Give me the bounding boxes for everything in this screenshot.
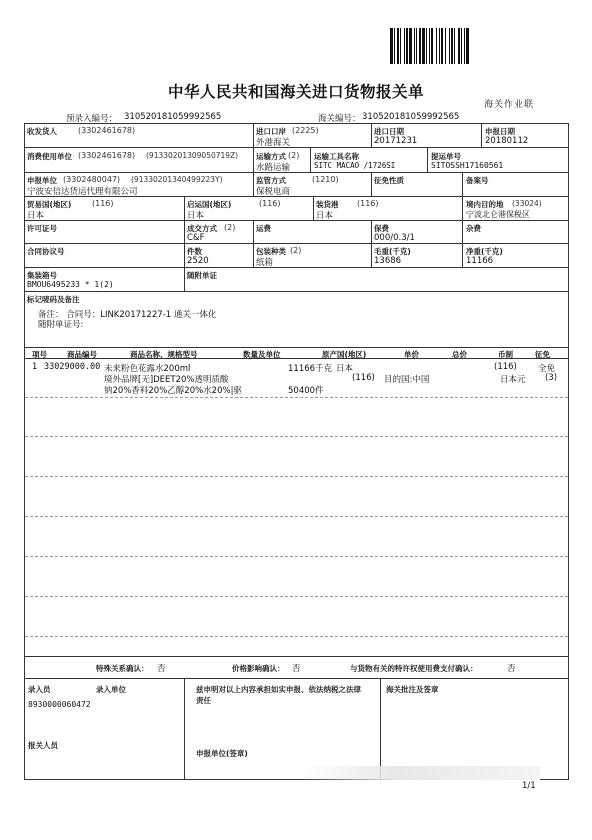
destination-code: (33024) [512, 199, 542, 208]
goods-hs-code: 33029000.00 [44, 362, 101, 372]
trade-country: 日本 [27, 211, 45, 221]
bill-no: SITOSSH17160561 [431, 161, 504, 170]
entry-person-label: 录入员 [28, 685, 51, 694]
loading-port-label: 装货港 [316, 200, 339, 209]
supervision-code: (1210) [312, 175, 339, 184]
supervision-mode: 保税电商 [256, 187, 291, 197]
deal-mode-label: 成交方式 [187, 224, 217, 233]
declare-date-label: 申报日期 [485, 127, 515, 136]
record-no-label: 备案号 [466, 176, 489, 185]
remarks-label: 标记唛码及备注 [27, 295, 80, 304]
declarant-credit-code: (91330201340499223Y) [131, 175, 223, 184]
supervision-label: 监管方式 [256, 176, 286, 185]
col-unit-price: 单价 [404, 350, 419, 359]
origin-country-code: (116) [259, 199, 281, 208]
goods-qty-weight: 11166千克 [288, 364, 333, 374]
col-currency: 币制 [498, 350, 513, 359]
gross-weight: 13686 [374, 256, 402, 266]
transport-mode-label: 运输方式 [256, 152, 286, 161]
goods-name-line2: 境外品牌[无]DEET20%透明质酸 [104, 375, 229, 385]
package-label: 包装种类 [256, 247, 286, 256]
royalty-label: 与货物有关的特许权使用费支付确认： [350, 664, 478, 673]
goods-item-no: 1 [32, 362, 38, 372]
col-hs-code: 商品编号 [67, 350, 97, 359]
consumer-code: (3302461678) [78, 151, 136, 160]
goods-currency: 日本元 [500, 375, 526, 385]
royalty-value: 否 [507, 664, 516, 674]
entry-port-value: 外港海关 [256, 138, 291, 148]
declarer-unit-label: 申报单位(签章) [196, 749, 248, 758]
page-number: 1/1 [522, 781, 536, 791]
import-date-label: 进口日期 [374, 127, 404, 136]
goods-currency-code: (116) [494, 362, 517, 372]
misc-fee-label: 杂费 [466, 224, 481, 233]
goods-destination-country: 目的国:中国 [384, 375, 430, 385]
license-label: 许可证号 [27, 224, 57, 233]
scan-smudge [300, 766, 540, 780]
consumer-credit-code: (91330201309050719Z) [146, 151, 239, 160]
goods-name-line3: 钠20%香料20%乙醇20%水20%|驱 [104, 386, 242, 396]
destination: 宁波北仑港保税区 [466, 210, 530, 219]
goods-exemption-code: (3) [545, 373, 558, 383]
declaration-form-frame [24, 123, 569, 780]
entry-unit-label: 录入单位 [96, 685, 126, 694]
transport-mode-code: (2) [288, 151, 300, 160]
import-date: 20171231 [374, 136, 418, 146]
col-origin: 原产国(地区) [322, 350, 367, 359]
pre-entry-label: 预录入编号： [66, 114, 118, 124]
special-relation-value: 否 [157, 664, 166, 674]
declarant-name: 宁波安信达货运代理有限公司 [27, 187, 138, 197]
entry-port-label: 进口口岸 [256, 127, 286, 136]
origin-country-label: 启运国(地区) [187, 200, 232, 209]
transport-tool: SITC MACAO /1726SI [314, 161, 396, 170]
declarer-label: 报关人员 [28, 741, 58, 750]
form-title: 中华人民共和国海关进口货物报关单 [167, 83, 424, 101]
remarks: 备注： 合同号：LINK20171227-1 通关一体化 [38, 310, 217, 320]
transport-mode: 水路运输 [256, 163, 291, 173]
contract-label: 合同协议号 [27, 247, 65, 256]
consignee-code: (3302461678) [78, 126, 136, 135]
package: 纸箱 [256, 258, 274, 268]
col-item-no: 项号 [32, 350, 47, 359]
pieces: 2520 [187, 256, 209, 266]
goods-origin-code: (116) [352, 373, 375, 383]
destination-label: 境内目的地 [466, 200, 504, 209]
barcode [390, 28, 540, 64]
customs-number: 310520181059992565 [362, 112, 460, 122]
origin-country: 日本 [187, 211, 205, 221]
declarant-code: (3302480047) [63, 175, 121, 184]
transport-tool-label: 运输工具名称 [314, 152, 359, 161]
container-no: BMOU6495233 * 1(2) [27, 280, 114, 289]
consignee-label: 收发货人 [27, 127, 57, 136]
col-exemption: 征免 [535, 350, 550, 359]
loading-port: 日本 [316, 211, 334, 221]
customs-use-label: 海关作业联 [484, 100, 535, 110]
trade-country-code: (116) [92, 199, 114, 208]
attached-docs-label: 随附单证 [187, 271, 217, 280]
freight-label: 运费 [256, 224, 271, 233]
goods-origin: 日本 [336, 364, 354, 374]
deal-mode: C&F [187, 233, 205, 243]
special-relation-label: 特殊关系确认： [96, 664, 149, 673]
package-code: (2) [290, 246, 302, 255]
net-weight-label: 净重(千克) [466, 247, 503, 256]
price-impact-label: 价格影响确认： [232, 664, 285, 673]
col-name-spec: 商品名称、规格型号 [130, 350, 198, 359]
col-qty-unit: 数量及单位 [243, 350, 281, 359]
pre-entry-number: 310520181059992565 [124, 112, 222, 122]
col-total-price: 总价 [452, 350, 467, 359]
goods-name-line1: 未来粉色花露水200ml [104, 364, 191, 374]
gross-weight-label: 毛重(千克) [374, 247, 411, 256]
deal-mode-code: (2) [224, 223, 236, 232]
declaration-statement: 兹申明对以上内容承担如实申报、依法纳税之法律责任 [196, 685, 361, 705]
net-weight: 11166 [466, 256, 494, 266]
customs-number-label: 海关编号： [318, 114, 361, 124]
loading-port-code: (116) [357, 199, 379, 208]
customs-approval-label: 海关批注及签章 [386, 685, 439, 694]
insurance-label: 保费 [374, 224, 389, 233]
declarant-label: 申报单位 [27, 176, 57, 185]
entry-port-code: (2225) [292, 126, 319, 135]
insurance: 000/0.3/1 [374, 233, 415, 243]
trade-country-label: 贸易国(地区) [27, 200, 72, 209]
entry-number: 8930000060472 [28, 700, 91, 709]
container-label: 集装箱号 [27, 271, 57, 280]
pieces-label: 件数 [187, 247, 202, 256]
price-impact-value: 否 [292, 664, 301, 674]
goods-exemption: 全免 [538, 364, 556, 374]
declare-date: 20180112 [485, 136, 529, 146]
exemption-nature-label: 征免性质 [374, 176, 404, 185]
goods-qty-pieces: 50400件 [288, 386, 324, 396]
attached-doc-number: 随附单证号: [38, 320, 84, 330]
bill-no-label: 提运单号 [431, 152, 461, 161]
consumer-label: 消费使用单位 [27, 152, 72, 161]
